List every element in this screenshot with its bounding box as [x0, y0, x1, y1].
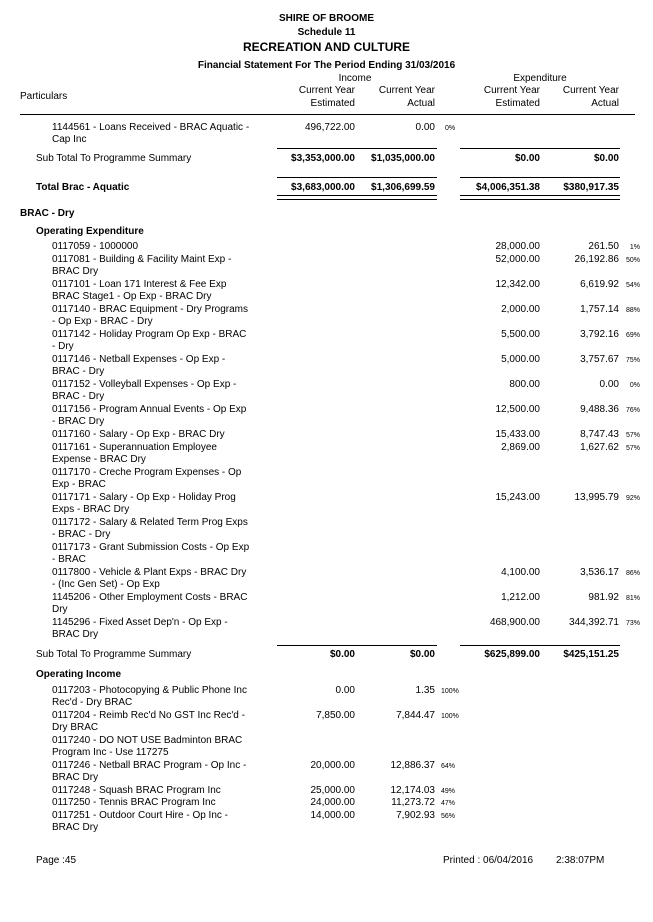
section-heading: BRAC - Dry — [20, 208, 75, 219]
expense-row-pct: 54% — [625, 282, 640, 289]
inc-act-header-2: Actual — [407, 98, 435, 109]
expense-row-est: 2,869.00 — [501, 442, 540, 453]
total-top-rule-exp — [460, 177, 620, 178]
expense-row-label: 0117081 - Building & Facility Maint Exp - — [52, 254, 232, 265]
expense-row-label-cont: Dry — [52, 604, 68, 615]
income-row-est: 14,000.00 — [310, 810, 355, 821]
expenditure-header: Expenditure — [513, 73, 567, 84]
expense-row-pct: 75% — [625, 357, 640, 364]
expense-row-pct: 57% — [625, 445, 640, 452]
expense-row-label-cont: Exps - BRAC Dry — [52, 504, 130, 515]
expense-row-label-cont: - Dry — [52, 341, 74, 352]
loan-row-label-2: Cap Inc — [52, 134, 87, 145]
particulars-header: Particulars — [20, 91, 68, 102]
subtotal-inc-act: $1,035,000.00 — [371, 153, 435, 164]
expense-row-label: 0117173 - Grant Submission Costs - Op Exp — [52, 542, 250, 553]
income-row-label-cont: BRAC Dry — [52, 822, 99, 833]
subtotal-exp-est: $0.00 — [514, 153, 540, 164]
expense-row-pct: 81% — [625, 595, 640, 602]
expense-row-est: 4,100.00 — [501, 567, 540, 578]
loan-inc-act: 0.00 — [415, 122, 435, 133]
expense-row-label-cont: BRAC - Dry — [52, 366, 105, 377]
inc-act-header-1: Current Year — [378, 85, 435, 96]
income-row-pct: 56% — [441, 813, 456, 820]
income-row-act: 12,886.37 — [390, 760, 435, 771]
income-row-label-cont: Rec'd - Dry BRAC — [52, 697, 133, 708]
expense-row-act: 6,619.92 — [580, 279, 619, 290]
expense-row-act: 3,536.17 — [580, 567, 619, 578]
expense-row-label: 0117059 - 1000000 — [52, 241, 139, 252]
printed-date: Printed : 06/04/2016 — [443, 855, 534, 866]
expense-row-est: 5,500.00 — [501, 329, 540, 340]
expense-row-act: 981.92 — [588, 592, 619, 603]
income-row-est: 20,000.00 — [310, 760, 355, 771]
subtotal-top-rule-exp — [460, 148, 620, 149]
income-header: Income — [338, 73, 372, 84]
income-row-label-cont: BRAC Dry — [52, 772, 99, 783]
income-row-est: 24,000.00 — [310, 797, 355, 808]
expense-row-est: 15,433.00 — [495, 429, 540, 440]
expense-row-est: 468,900.00 — [489, 617, 540, 628]
report-title: RECREATION AND CULTURE — [242, 40, 411, 54]
expense-row-label-cont: - (Inc Gen Set) - Op Exp — [52, 579, 160, 590]
total-top-rule-inc — [277, 177, 437, 178]
income-row-label: 0117251 - Outdoor Court Hire - Op Inc - — [52, 810, 229, 821]
expense-row-label: 0117146 - Netball Expenses - Op Exp - — [52, 354, 226, 365]
exp-act-header-1: Current Year — [562, 85, 619, 96]
expense-row-label: 0117161 - Superannuation Employee — [52, 442, 217, 453]
op-inc-heading: Operating Income — [36, 669, 122, 680]
expense-row-est: 800.00 — [509, 379, 540, 390]
expense-row-pct: 50% — [625, 257, 640, 264]
subtotal-inc-est: $3,353,000.00 — [291, 153, 355, 164]
expense-row-est: 12,342.00 — [495, 279, 540, 290]
expense-row-label-cont: BRAC Stage1 - Op Exp - BRAC Dry — [52, 291, 212, 302]
opexp-subtotal-rule-inc — [277, 645, 437, 646]
expense-row-act: 261.50 — [588, 241, 619, 252]
income-row-label: 0117250 - Tennis BRAC Program Inc — [52, 797, 216, 808]
expense-row-label: 0117152 - Volleyball Expenses - Op Exp - — [52, 379, 237, 390]
expense-row-act: 9,488.36 — [580, 404, 619, 415]
expense-row-est: 1,212.00 — [501, 592, 540, 603]
income-row-pct: 64% — [441, 763, 456, 770]
expense-row-est: 15,243.00 — [495, 492, 540, 503]
expense-row-label: 0117156 - Program Annual Events - Op Exp — [52, 404, 247, 415]
expense-row-pct: 0% — [629, 382, 640, 389]
income-row-est: 0.00 — [335, 685, 355, 696]
income-row-act: 11,273.72 — [391, 797, 435, 808]
expense-row-act: 1,757.14 — [580, 304, 619, 315]
income-row-label: 0117246 - Netball BRAC Program - Op Inc - — [52, 760, 247, 771]
income-row-est: 25,000.00 — [310, 785, 355, 796]
exp-act-header-2: Actual — [591, 98, 619, 109]
expense-row-pct: 88% — [625, 307, 640, 314]
report-subtitle: Financial Statement For The Period Ending 31/03/2016 — [197, 60, 456, 71]
expense-row-label: 0117172 - Salary & Related Term Prog Exps — [52, 517, 248, 528]
expense-row-label-cont: Expense - BRAC Dry — [52, 454, 146, 465]
total-double-rule-inc — [277, 195, 437, 200]
expense-row-pct: 73% — [625, 620, 640, 627]
expense-row-act: 1,627.62 — [580, 442, 619, 453]
income-row-act: 1.35 — [415, 685, 435, 696]
income-row-pct: 49% — [441, 788, 456, 795]
income-row-pct: 100% — [441, 713, 459, 720]
total-inc-est: $3,683,000.00 — [291, 182, 355, 193]
expense-row-label-cont: BRAC Dry — [52, 266, 99, 277]
op-exp-heading: Operating Expenditure — [36, 226, 144, 237]
expense-row-label: 0117140 - BRAC Equipment - Dry Programs — [52, 304, 249, 315]
income-row-pct: 100% — [441, 688, 459, 695]
expense-row-label: 0117101 - Loan 171 Interest & Fee Exp — [52, 279, 227, 290]
org-name: SHIRE OF BROOME — [278, 13, 374, 24]
expense-row-label-cont: - Op Exp - BRAC - Dry — [52, 316, 153, 327]
income-row-label: 0117204 - Reimb Rec'd No GST Inc Rec'd - — [52, 710, 245, 721]
expense-row-label-cont: - BRAC — [52, 554, 86, 565]
income-row-label-cont: Dry BRAC — [52, 722, 99, 733]
opexp-subtotal-inc-est: $0.00 — [329, 649, 355, 660]
inc-est-header-2: Estimated — [310, 98, 355, 109]
opexp-subtotal-inc-act: $0.00 — [409, 649, 435, 660]
expense-row-act: 3,757.67 — [580, 354, 619, 365]
expense-row-label: 1145206 - Other Employment Costs - BRAC — [52, 592, 248, 603]
subtotal-label: Sub Total To Programme Summary — [36, 153, 192, 164]
total-double-rule-exp — [460, 195, 620, 200]
expense-row-act: 26,192.86 — [574, 254, 619, 265]
expense-row-label: 0117160 - Salary - Op Exp - BRAC Dry — [52, 429, 225, 440]
expense-row-pct: 86% — [625, 570, 640, 577]
expense-row-label: 0117171 - Salary - Op Exp - Holiday Prog — [52, 492, 236, 503]
expense-row-act: 13,995.79 — [574, 492, 619, 503]
expense-row-act: 8,747.43 — [580, 429, 619, 440]
income-row-label: 0117248 - Squash BRAC Program Inc — [52, 785, 221, 796]
opexp-subtotal-label: Sub Total To Programme Summary — [36, 649, 192, 660]
expense-row-label-cont: Exp - BRAC — [52, 479, 106, 490]
expense-row-label-cont: - BRAC Dry — [52, 416, 105, 427]
opexp-subtotal-exp-est: $625,899.00 — [484, 649, 540, 660]
expense-row-est: 5,000.00 — [501, 354, 540, 365]
expense-row-est: 28,000.00 — [495, 241, 540, 252]
expense-row-act: 3,792.16 — [580, 329, 619, 340]
expense-row-act: 0.00 — [599, 379, 619, 390]
exp-est-header-1: Current Year — [483, 85, 540, 96]
expense-row-label-cont: BRAC - Dry — [52, 391, 105, 402]
opexp-subtotal-exp-act: $425,151.25 — [563, 649, 619, 660]
loan-inc-est: 496,722.00 — [304, 122, 355, 133]
total-exp-act: $380,917.35 — [563, 182, 619, 193]
expense-row-label: 0117170 - Creche Program Expenses - Op — [52, 467, 242, 478]
subtotal-exp-act: $0.00 — [593, 153, 619, 164]
total-exp-est: $4,006,351.38 — [476, 182, 540, 193]
income-row-act: 7,902.93 — [396, 810, 435, 821]
exp-est-header-2: Estimated — [495, 98, 540, 109]
expense-row-pct: 1% — [629, 244, 640, 251]
expense-row-pct: 57% — [625, 432, 640, 439]
opexp-subtotal-rule-exp — [460, 645, 620, 646]
expense-row-pct: 92% — [625, 495, 640, 502]
header-rule — [20, 114, 635, 115]
subtotal-top-rule-inc — [277, 148, 437, 149]
loan-row-label-1: 1144561 - Loans Received - BRAC Aquatic - — [52, 122, 250, 133]
expense-row-label: 0117800 - Vehicle & Plant Exps - BRAC Dry — [52, 567, 247, 578]
expense-row-label-cont: BRAC Dry — [52, 629, 99, 640]
expense-row-est: 2,000.00 — [501, 304, 540, 315]
expense-row-label: 1145296 - Fixed Asset Dep'n - Op Exp - — [52, 617, 228, 628]
loan-inc-pct: 0% — [445, 125, 456, 132]
expense-row-est: 12,500.00 — [495, 404, 540, 415]
expense-row-label-cont: - BRAC - Dry — [52, 529, 111, 540]
income-row-est: 7,850.00 — [316, 710, 355, 721]
printed-time: 2:38:07PM — [556, 855, 605, 866]
total-aquatic-label: Total Brac - Aquatic — [36, 182, 130, 193]
income-row-pct: 47% — [441, 800, 456, 807]
income-row-label: 0117203 - Photocopying & Public Phone Inc — [52, 685, 247, 696]
schedule-label: Schedule 11 — [297, 27, 356, 38]
income-row-label: 0117240 - DO NOT USE Badminton BRAC — [52, 735, 243, 746]
expense-row-est: 52,000.00 — [495, 254, 540, 265]
expense-row-pct: 69% — [625, 332, 640, 339]
expense-row-label: 0117142 - Holiday Program Op Exp - BRAC — [52, 329, 247, 340]
inc-est-header-1: Current Year — [298, 85, 355, 96]
expense-row-pct: 76% — [625, 407, 640, 414]
expense-row-act: 344,392.71 — [568, 617, 619, 628]
income-row-act: 12,174.03 — [390, 785, 435, 796]
total-inc-act: $1,306,699.59 — [371, 182, 435, 193]
page-number: Page :45 — [36, 855, 77, 866]
income-row-act: 7,844.47 — [396, 710, 435, 721]
income-row-label-cont: Program Inc - Use 117275 — [52, 747, 169, 758]
